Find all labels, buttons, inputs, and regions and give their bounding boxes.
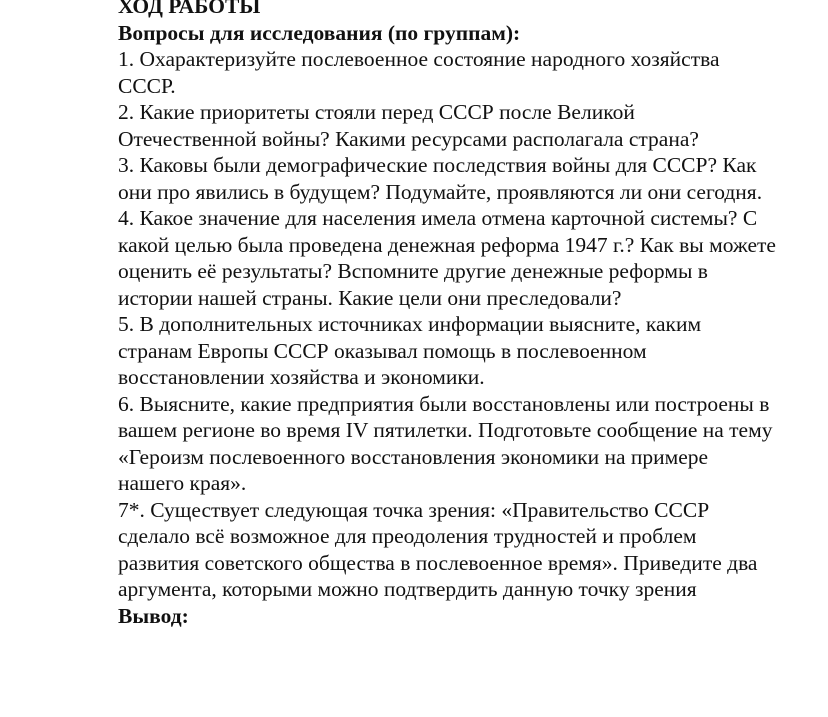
- question-4: 4. Какое значение для населения имела отмена карточной системы? С какой целью была проведена денежная реформа 1947 г.? Как вы можете оценить её результаты? Вспомните другие денежные реформы в истории нашей страны. Какие цели они преследовали?: [118, 206, 776, 310]
- question-5: 5. В дополнительных источниках информации выясните, каким странам Европы СССР оказывал помощь в послевоенном восстановлении хозяйства и экономики.: [118, 312, 702, 389]
- question-6: 6. Выясните, какие предприятия были восстановлены или построены в вашем регионе во время IV пятилетки. Подготовьте сообщение на тему «Героизм послевоенного восстановления экономики на примере нашего края».: [118, 391, 773, 495]
- question-2: 2. Какие приоритеты стояли перед СССР после Великой Отечественной войны? Какими ресурсами располагала страна?: [118, 100, 699, 151]
- question-1: 1. Охарактеризуйте послевоенное состояние народного хозяйства СССР.: [118, 47, 720, 98]
- question-7: 7*. Существует следующая точка зрения: «Правительство СССР сделало всё возможное для преодоления трудностей и проблем развития советского общества в послевоенное время». Приведите два аргумента, которыми можно подтвердить данную точку зрения: [118, 497, 758, 601]
- section-subtitle: Вопросы для исследования (по группам):: [118, 20, 521, 45]
- question-3: 3. Каковы были демографические последствия войны для СССР? Как они про явились в будущем? Подумайте, проявляются ли они сегодня.: [118, 153, 763, 204]
- worksheet-page: [118, 0, 778, 629]
- conclusion-label: Вывод:: [118, 603, 189, 628]
- section-title: ХОД РАБОТЫ: [118, 0, 261, 18]
